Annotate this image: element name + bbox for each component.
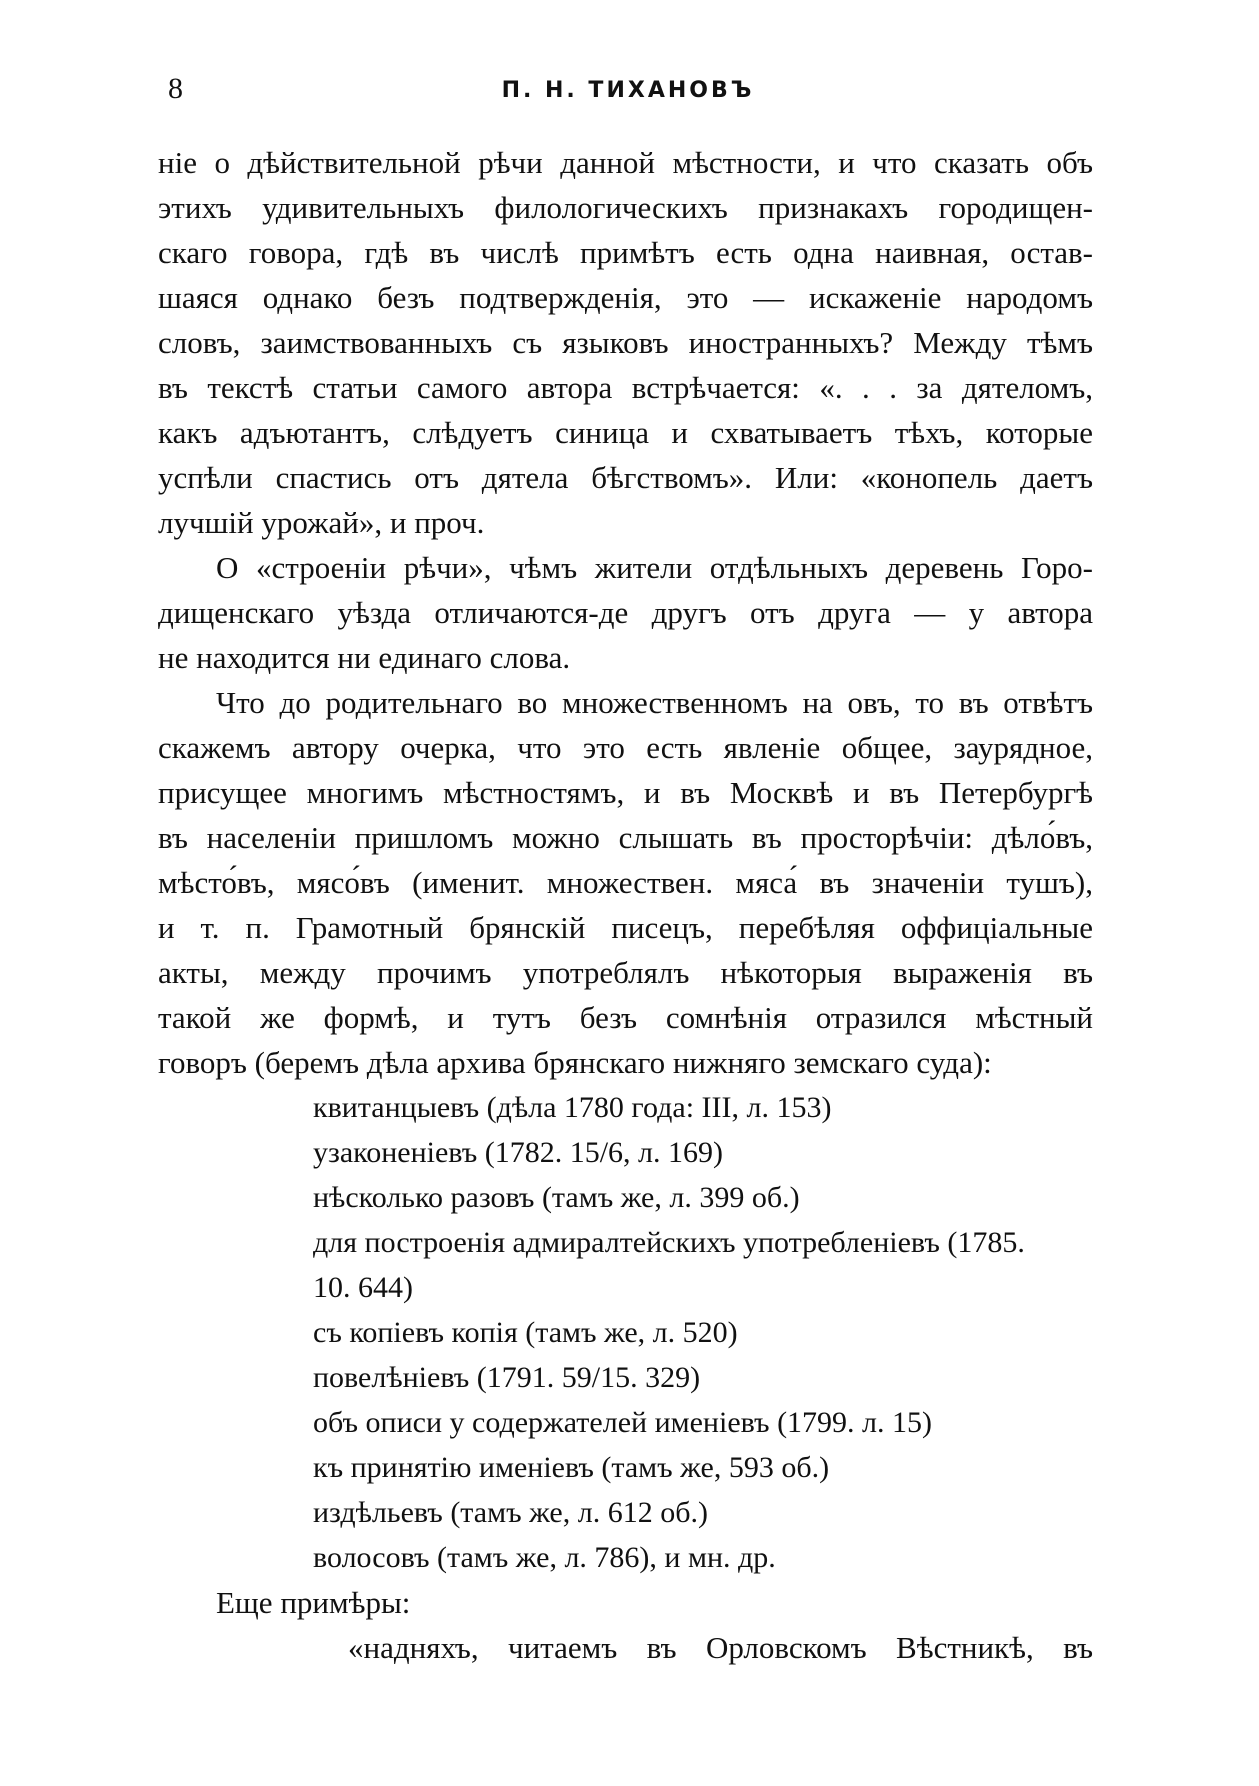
example-item: для построенія адмиралтейскихъ употребленіевъ (1785. — [313, 1226, 1025, 1259]
text-line: О «строеніи рѣчи», чѣмъ жители отдѣльныхъ деревень Горо- — [216, 550, 1093, 585]
text-line: этихъ удивительныхъ филологическихъ признакахъ городищен- — [158, 190, 1093, 225]
text-line: дищенскаго уѣзда отличаются-де другъ отъ друга — у автора — [158, 595, 1093, 630]
page-header — [168, 72, 1088, 122]
page-number: 8 — [168, 72, 183, 105]
examples-list — [158, 1085, 1093, 1580]
text-line: присущее многимъ мѣстностямъ, и въ Москвѣ и въ Петербургѣ — [158, 775, 1093, 810]
text-line: ніе о дѣйствительной рѣчи данной мѣстности, и что сказать объ — [158, 145, 1093, 180]
example-item: узаконеніевъ (1782. 15/6, л. 169) — [313, 1136, 724, 1169]
text-line: шаяся однако безъ подтвержденія, это — искаженіе народомъ — [158, 280, 1093, 315]
example-item: съ копіевъ копія (тамъ же, л. 520) — [313, 1316, 738, 1349]
text-line: говоръ (беремъ дѣла архива брянскаго нижняго земскаго суда): — [158, 1045, 992, 1080]
text-line: успѣли спастись отъ дятела бѣгствомъ». Или: «конопель даетъ — [158, 460, 1093, 495]
text-line: Что до родительнаго во множественномъ на овъ, то въ отвѣтъ — [216, 685, 1093, 720]
text-line: такой же формѣ, и тутъ безъ сомнѣнія отразился мѣстный — [158, 1000, 1093, 1035]
text-line: какъ адъютантъ, слѣдуетъ синица и схватываетъ тѣхъ, которые — [158, 415, 1093, 450]
example-item: 10. 644) — [313, 1271, 413, 1304]
body-text — [158, 140, 1093, 1670]
quote-line: «надняхъ, читаемъ въ Орловскомъ Вѣстникѣ, въ — [348, 1630, 1093, 1665]
more-examples-label: Еще примѣры: — [216, 1585, 411, 1620]
text-line: лучшій урожай», и проч. — [158, 505, 485, 540]
text-line: акты, между прочимъ употреблялъ нѣкоторыя выраженія въ — [158, 955, 1093, 990]
text-line: скажемъ автору очерка, что это есть явленіе общее, заурядное, — [158, 730, 1093, 765]
text-line: словъ, заимствованныхъ съ языковъ иностранныхъ? Между тѣмъ — [158, 325, 1093, 360]
text-line: въ населеніи пришломъ можно слышать въ просторѣчіи: дѣло́въ, — [158, 820, 1093, 855]
paragraph-1 — [158, 140, 1093, 545]
running-head: П. Н. ТИХАНОВЪ — [501, 78, 755, 103]
example-item: къ принятію имeніевъ (тамъ же, 593 об.) — [313, 1451, 830, 1484]
text-line: не находится ни единаго слова. — [158, 640, 571, 675]
example-item: повелѣніевъ (1791. 59/15. 329) — [313, 1361, 701, 1394]
example-item: издѣльевъ (тамъ же, л. 612 об.) — [313, 1496, 708, 1529]
text-line: въ текстѣ статьи самого автора встрѣчается: «. . . за дятеломъ, — [158, 370, 1093, 405]
text-line: скаго говора, гдѣ въ числѣ примѣтъ есть одна наивная, остав- — [158, 235, 1093, 270]
example-item: объ описи у содержателей имeніевъ (1799. л. 15) — [313, 1406, 933, 1439]
text-line: мѣсто́въ, мясо́въ (именит. множествен. мяса́ въ значеніи тушъ), — [158, 865, 1093, 900]
paragraph-3 — [158, 680, 1093, 1085]
paragraph-2 — [158, 545, 1093, 680]
example-item: волосовъ (тамъ же, л. 786), и мн. др. — [313, 1541, 776, 1574]
example-item: квитанцыевъ (дѣла 1780 года: III, л. 153) — [313, 1091, 832, 1124]
example-item: нѣсколько разовъ (тамъ же, л. 399 об.) — [313, 1181, 800, 1214]
text-line: и т. п. Грамотный брянскій писецъ, перебѣляя оффиціальные — [158, 910, 1093, 945]
